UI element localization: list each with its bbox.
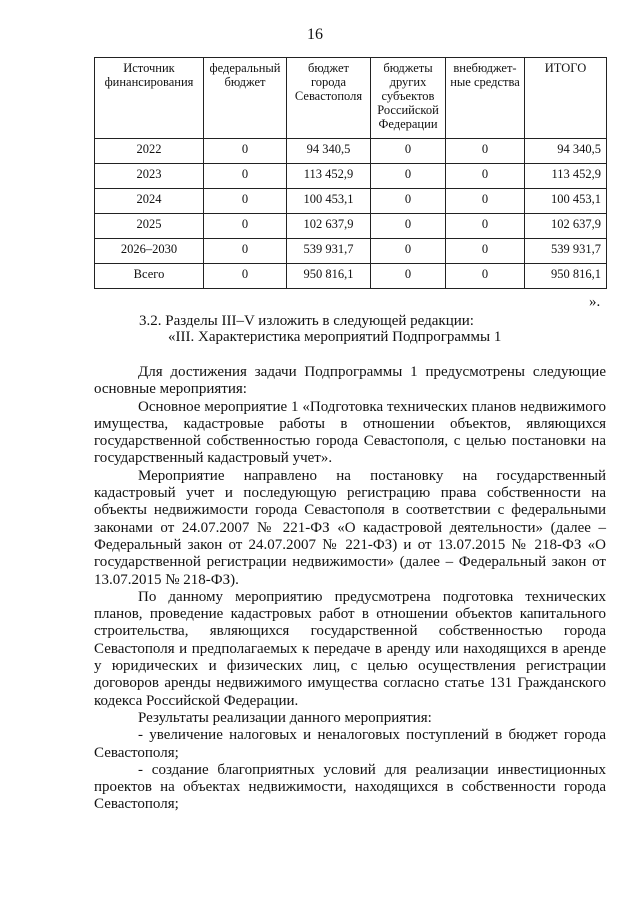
table-cell: 950 816,1 (287, 264, 371, 289)
paragraph-activity-purpose: Мероприятие направлено на постановку на государственный кадастровый учет и последующую регистрацию права собственности на объекты недвижимости города Севастополя в соответствии с федеральными законами от 24.07.2007 № 221-ФЗ «О кадастровой деятельности» (далее – Федеральный закон от 24.07.2007 № 221-ФЗ) и от 13.07.2015 № 218-ФЗ «О государственной регистрации недвижимости» (далее – Федеральный закон от 13.07.2015 № 218-ФЗ). (94, 467, 606, 588)
table-cell: 94 340,5 (525, 139, 607, 164)
paragraph-main-activity: Основное мероприятие 1 «Подготовка технических планов недвижимого имущества, кадастровые работы в отношении объектов, являющихся государственной собственностью города Севастополя, с целью постановки на государственный кадастровый учет». (94, 398, 606, 467)
table-cell: 0 (204, 239, 287, 264)
table-cell: 113 452,9 (287, 164, 371, 189)
item-heading: 3.2. Разделы III–V изложить в следующей редакции: (139, 313, 474, 329)
table-cell: 950 816,1 (525, 264, 607, 289)
table-row-total (95, 264, 607, 289)
table-cell: 0 (204, 214, 287, 239)
paragraph-results-heading: Результаты реализации данного мероприятия: (138, 709, 432, 726)
table-cell: 0 (371, 164, 446, 189)
table-cell: 0 (446, 139, 525, 164)
financing-table (94, 57, 607, 289)
paragraph-intro: Для достижения задачи Подпрограммы 1 предусмотрены следующие основные мероприятия: (94, 364, 606, 398)
table-cell: 0 (371, 139, 446, 164)
paragraph-activity-details: По данному мероприятию предусмотрена подготовка технических планов, проведение кадастровых работ в отношении объектов капитального строительства, являющихся государственной собственностью города Севастополя и предполагаемых к передаче в аренду или находящихся в аренде у юридических и физических лиц, с целью осуществления регистрации договоров аренды недвижимого имущества согласно статье 131 Гражданского кодекса Российской Федерации. (94, 588, 606, 709)
table-cell: Всего (95, 264, 204, 289)
table-cell: 2026–2030 (95, 239, 204, 264)
table-closing-quote: ». (589, 294, 601, 310)
table-cell: 0 (446, 189, 525, 214)
table-cell: 0 (204, 189, 287, 214)
header-source: Источник финансирования (95, 58, 204, 139)
header-other-regions: бюджеты других субъектов Российской Федерации (371, 58, 446, 139)
table-cell: 2022 (95, 139, 204, 164)
header-extrabudgetary: внебюджет-ные средства (446, 58, 525, 139)
table-cell: 0 (371, 214, 446, 239)
table-cell: 100 453,1 (525, 189, 607, 214)
table-cell: 0 (446, 239, 525, 264)
list-item-result-2: - создание благоприятных условий для реализации инвестиционных проектов на объектах недвижимости, находящихся в собственности города Севастополя; (94, 761, 606, 813)
table-cell: 0 (446, 164, 525, 189)
list-item-result-1: - увеличение налоговых и неналоговых поступлений в бюджет города Севастополя; (94, 727, 606, 761)
table-cell: 2024 (95, 189, 204, 214)
table-cell: 0 (204, 139, 287, 164)
table-row (95, 239, 607, 264)
table-cell: 0 (204, 164, 287, 189)
section-heading: «III. Характеристика мероприятий Подпрограммы 1 (168, 329, 502, 345)
table-cell: 102 637,9 (525, 214, 607, 239)
table-cell: 102 637,9 (287, 214, 371, 239)
table-cell: 0 (371, 239, 446, 264)
table-cell: 0 (446, 214, 525, 239)
header-city-budget: бюджет города Севастополя (287, 58, 371, 139)
header-federal-budget: федеральный бюджет (204, 58, 287, 139)
table-cell: 2023 (95, 164, 204, 189)
body-text (94, 364, 606, 814)
table-cell: 2025 (95, 214, 204, 239)
table-cell: 100 453,1 (287, 189, 371, 214)
header-total: ИТОГО (525, 58, 607, 139)
table-cell: 113 452,9 (525, 164, 607, 189)
table-row (95, 139, 607, 164)
table-header-row (95, 58, 607, 139)
table-cell: 539 931,7 (287, 239, 371, 264)
page-number: 16 (307, 26, 323, 43)
table-row (95, 214, 607, 239)
table-cell: 94 340,5 (287, 139, 371, 164)
table-row (95, 164, 607, 189)
table-cell: 0 (371, 264, 446, 289)
table-cell: 539 931,7 (525, 239, 607, 264)
table-cell: 0 (371, 189, 446, 214)
table-row (95, 189, 607, 214)
table-cell: 0 (204, 264, 287, 289)
table-cell: 0 (446, 264, 525, 289)
